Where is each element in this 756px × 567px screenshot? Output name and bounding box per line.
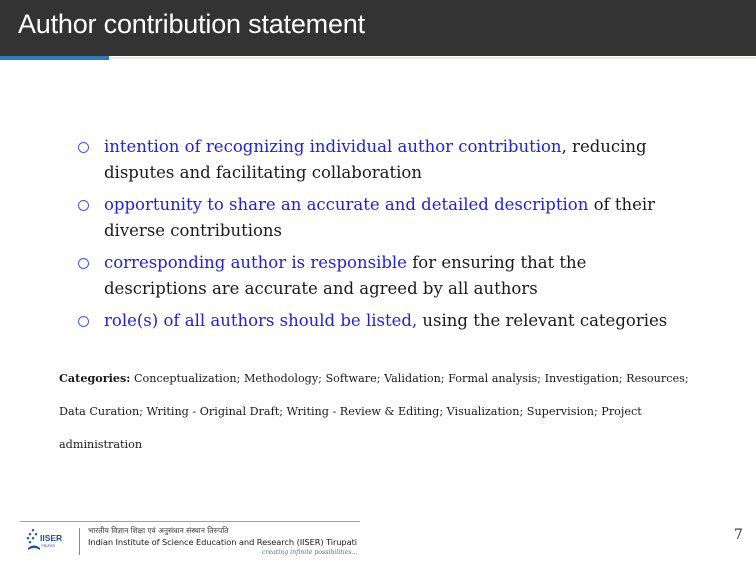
bullet-text: for ensuring that the descriptions are accurate and agreed by all authors [104,253,587,298]
slide-header [0,0,756,56]
bullet-text: , reducing disputes and facilitating collaboration [104,137,647,182]
iiser-logo-icon [26,526,68,556]
bullet-highlight: intention of recognizing individual author contribution [104,137,562,156]
institute-name: Indian Institute of Science Education and Research (IISER) Tirupati [88,537,357,547]
bullet-item [78,192,688,244]
bullet-text: using the relevant categories [417,311,668,330]
svg-text:TIRUPATI: TIRUPATI [41,544,56,548]
institute-tagline: creating infinite possibilities... [262,549,358,556]
header-divider [109,57,756,59]
slide-title: Author contribution statement [18,9,365,39]
circle-bullet-icon [78,258,89,269]
bullet-highlight: role(s) of all authors should be listed, [104,311,418,330]
bullet-item [78,250,688,302]
circle-bullet-icon [78,142,89,153]
categories-label: Categories: [59,371,131,385]
bullet-item [78,134,688,186]
circle-bullet-icon [78,316,89,327]
institute-name-hindi: भारतीय विज्ञान शिक्षा एवं अनुसंधान संस्थान तिरुपति [88,526,229,535]
svg-text:IISER: IISER [40,533,63,543]
categories-text: Conceptualization; Methodology; Software; Validation; Formal analysis; Investigation; Resources; Data Curation; Writing - Original Draft; Writing - Review & Editing; Visualization; Supervision; Project administration [59,372,689,451]
bullet-highlight: corresponding author is responsible [104,253,407,272]
footer-divider [20,521,360,522]
categories-paragraph [59,362,709,461]
header-accent-bar [0,56,109,60]
bullet-highlight: opportunity to share an accurate and detailed description [104,195,589,214]
circle-bullet-icon [78,200,89,211]
logo-separator [79,528,80,555]
page-number: 7 [734,527,743,543]
bullet-list [78,134,688,340]
bullet-text: of their diverse contributions [104,195,656,240]
bullet-item [78,308,688,334]
